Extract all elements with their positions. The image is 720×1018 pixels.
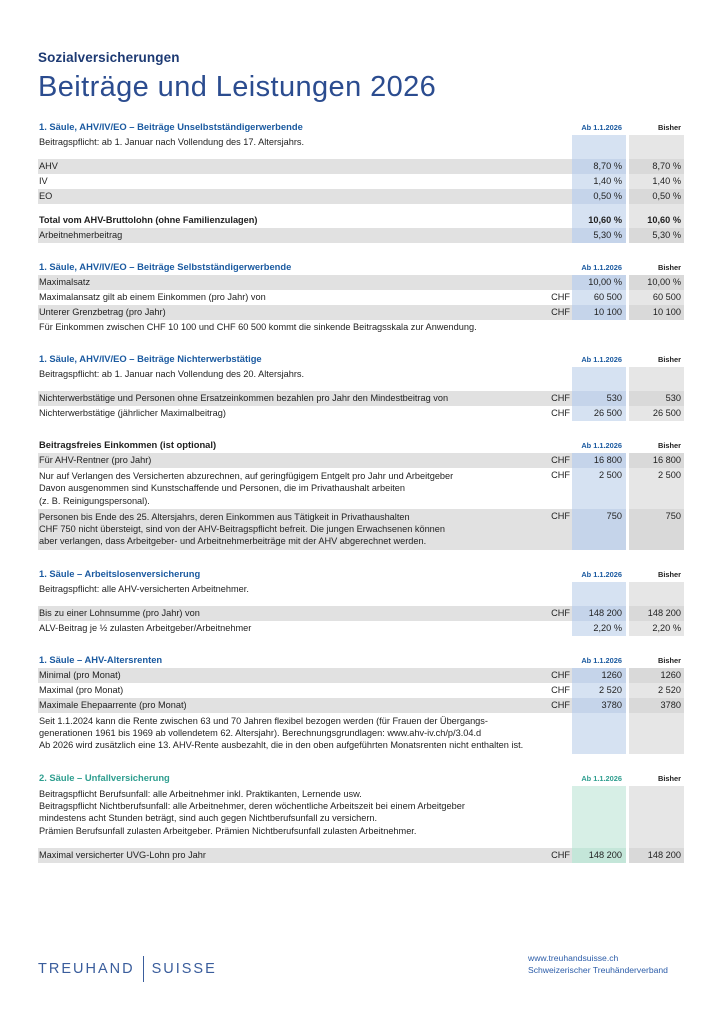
row-label-line: Maximal versicherter UVG-Lohn pro Jahr (39, 849, 206, 860)
row-unit (548, 174, 572, 189)
column-header-current: Ab 1.1.2026 (572, 769, 626, 786)
table-row (38, 367, 684, 382)
row-value-previous: 1260 (629, 668, 684, 683)
section-title: 1. Säule, AHV/IV/EO – Beiträge Nichterwerbstätige (39, 353, 262, 364)
document-kicker: Sozialversicherungen (38, 50, 180, 65)
row-value-current: 0,50 % (572, 189, 626, 204)
row-label-line: IV (39, 176, 48, 186)
row-value-previous: 10,00 % (629, 275, 684, 290)
row-label-line: AHV (39, 161, 58, 171)
logo-word-right: SUISSE (151, 961, 217, 977)
row-label-line: Nichterwerbstätige (jährlicher Maximalbeitrag) (39, 408, 226, 418)
footer-url-link[interactable]: www.treuhandsuisse.ch (528, 953, 619, 963)
table-row (38, 391, 684, 406)
table-row (38, 406, 684, 421)
row-unit (548, 713, 572, 754)
row-label-line: Total vom AHV-Bruttolohn (ohne Familienzulagen) (39, 215, 258, 225)
column-header-current: Ab 1.1.2026 (572, 436, 626, 453)
row-label-line: Personen bis Ende des 25. Altersjahrs, deren Einkommen aus Tätigkeit in Privathaushalten (39, 511, 410, 522)
row-value-previous: 530 (629, 391, 684, 406)
unit-column-header (548, 565, 572, 582)
row-label-line: Beitragspflicht: alle AHV-versicherten Arbeitnehmer. (39, 583, 249, 594)
column-header-previous: Bisher (629, 258, 684, 275)
section-header (38, 258, 684, 275)
section-title: Beitragsfreies Einkommen (ist optional) (39, 439, 217, 450)
row-value-previous (629, 582, 684, 597)
row-label (38, 713, 548, 754)
table-row (38, 713, 684, 754)
row-unit (548, 150, 572, 159)
row-label-line: (z. B. Reinigungspersonal). (39, 495, 150, 506)
row-label-line: Maximale Ehepaarrente (pro Monat) (39, 699, 187, 710)
row-unit: CHF (551, 470, 570, 480)
row-value-previous: 10 100 (629, 305, 684, 320)
table-row (38, 582, 684, 597)
section-3 (38, 436, 684, 550)
row-value-current (572, 713, 626, 754)
row-label (38, 453, 548, 468)
row-label-line: Nur auf Verlangen des Versicherten abzurechnen, auf geringfügigem Entgelt pro Jahr und Arbeitgeber (39, 471, 454, 481)
row-unit: CHF (551, 455, 570, 465)
row-label-line: EO (39, 191, 53, 201)
row-label (38, 204, 548, 213)
column-header-current: Ab 1.1.2026 (572, 118, 626, 135)
row-label-line: Seit 1.1.2024 kann die Rente zwischen 63 und 70 Jahren flexibel bezogen werden (für Frauen der Übergangs- (39, 715, 488, 726)
row-value-previous: 16 800 (629, 453, 684, 468)
row-label (38, 468, 548, 509)
section-title: 1. Säule, AHV/IV/EO – Beiträge Unselbstständigerwerbende (39, 121, 303, 132)
row-value-previous (629, 786, 684, 839)
row-unit (548, 189, 572, 204)
table-row (38, 606, 684, 621)
table-row (38, 320, 684, 335)
table-row (38, 275, 684, 290)
row-label-line: Beitragspflicht Nichtberufsunfall: alle Arbeitnehmer, deren wöchentliche Arbeitszeit bei einem Arbeitgeber (39, 800, 465, 811)
row-value-previous: 2 520 (629, 683, 684, 698)
row-label-line: Für Einkommen zwischen CHF 10 100 und CHF 60 500 kommt die sinkende Beitragsskala zur Anwendung. (39, 322, 477, 332)
row-value-previous: 2,20 % (629, 621, 684, 636)
row-value-previous (629, 150, 684, 159)
column-header-previous: Bisher (629, 118, 684, 135)
section-title: 1. Säule – AHV-Altersrenten (39, 653, 163, 665)
table-row (38, 159, 684, 174)
row-label (38, 367, 548, 382)
row-value-current: 148 200 (572, 606, 626, 621)
row-value-current: 10,00 % (572, 275, 626, 290)
row-value-current: 2 520 (572, 683, 626, 698)
row-label (38, 228, 548, 243)
row-label (38, 698, 548, 713)
section-4 (38, 565, 684, 636)
table-spacer-row (38, 204, 684, 213)
unit-column-header (548, 769, 572, 786)
row-value-previous (629, 839, 684, 848)
column-header-previous: Bisher (629, 436, 684, 453)
column-header-previous: Bisher (629, 769, 684, 786)
row-value-current: 5,30 % (572, 228, 626, 243)
column-header-previous: Bisher (629, 565, 684, 582)
row-unit (548, 382, 572, 391)
footer-contact (528, 952, 668, 976)
row-value-previous: 10,60 % (629, 213, 684, 228)
row-label (38, 135, 548, 150)
column-header-current: Ab 1.1.2026 (572, 651, 626, 668)
row-value-current (572, 382, 626, 391)
table-row (38, 290, 684, 305)
section-1 (38, 258, 684, 335)
row-label (38, 621, 548, 636)
logo-word-left: TREUHAND (38, 961, 135, 977)
row-value-previous: 60 500 (629, 290, 684, 305)
row-unit (548, 839, 572, 848)
column-header-previous: Bisher (629, 350, 684, 367)
row-value-previous: 2 500 (629, 468, 684, 509)
row-value-current (572, 367, 626, 382)
column-header-current: Ab 1.1.2026 (572, 565, 626, 582)
table-row (38, 305, 684, 320)
row-value-current: 750 (572, 509, 626, 550)
section-2 (38, 350, 684, 421)
row-label (38, 159, 548, 174)
treuhand-suisse-logo (38, 956, 217, 982)
row-value-current: 26 500 (572, 406, 626, 421)
row-value-previous: 0,50 % (629, 189, 684, 204)
row-label-line: Beitragspflicht: ab 1. Januar nach Vollendung des 20. Altersjahrs. (39, 369, 305, 379)
row-value-current (572, 839, 626, 848)
row-label (38, 275, 548, 290)
row-label-line: Bis zu einer Lohnsumme (pro Jahr) von (39, 607, 200, 618)
row-label-line: Maximal (pro Monat) (39, 684, 124, 695)
row-label-line: mindestens acht Stunden beträgt, sind auch gegen Nichtberufsunfall zu versichern. (39, 813, 378, 824)
table-row (38, 668, 684, 683)
row-value-current: 1,40 % (572, 174, 626, 189)
table-row (38, 189, 684, 204)
row-value-current: 3780 (572, 698, 626, 713)
row-unit: CHF (551, 849, 570, 860)
row-label-line: Für AHV-Rentner (pro Jahr) (39, 455, 152, 465)
row-unit: CHF (551, 607, 570, 618)
footer-organization: Schweizerischer Treuhänderverband (528, 965, 668, 975)
row-value-current: 60 500 (572, 290, 626, 305)
row-value-current: 10,60 % (572, 213, 626, 228)
row-unit: CHF (551, 307, 570, 317)
row-label-line: Arbeitnehmerbeitrag (39, 230, 123, 240)
column-header-previous: Bisher (629, 651, 684, 668)
row-label-line: ALV-Beitrag je ½ zulasten Arbeitgeber/Arbeitnehmer (39, 622, 252, 633)
row-unit: CHF (551, 684, 570, 695)
row-unit: CHF (551, 393, 570, 403)
row-label-line: Beitragspflicht Berufsunfall: alle Arbeitnehmer inkl. Praktikanten, Lernende usw. (39, 788, 362, 799)
row-label-line: Minimal (pro Monat) (39, 669, 121, 680)
section-header (38, 651, 684, 668)
contribution-tables (38, 118, 684, 878)
row-label (38, 391, 548, 406)
row-label (38, 668, 548, 683)
row-unit (548, 582, 572, 597)
row-value-current: 530 (572, 391, 626, 406)
row-label (38, 582, 548, 597)
row-value-previous: 26 500 (629, 406, 684, 421)
section-header (38, 350, 684, 367)
row-unit: CHF (551, 510, 570, 521)
table-spacer-row (38, 839, 684, 848)
document-header (38, 50, 688, 104)
row-label (38, 320, 684, 335)
column-header-current: Ab 1.1.2026 (572, 350, 626, 367)
row-label-line: generationen 1961 bis 1969 ab vollendetem 62. Altersjahr). Berechnungsgrundlagen: www.ahv-iv.ch/p/3.04.d (39, 728, 482, 739)
row-label (38, 305, 548, 320)
unit-column-header (548, 436, 572, 453)
row-unit: CHF (551, 292, 570, 302)
row-label-line: Maximalansatz gilt ab einem Einkommen (pro Jahr) von (39, 292, 266, 302)
row-label (38, 290, 548, 305)
row-label (38, 786, 548, 839)
row-label (38, 406, 548, 421)
row-value-current (572, 204, 626, 213)
unit-column-header (548, 651, 572, 668)
table-row (38, 174, 684, 189)
row-value-current (572, 597, 626, 606)
row-label (38, 509, 548, 550)
row-unit (548, 159, 572, 174)
unit-column-header (548, 118, 572, 135)
row-unit (548, 228, 572, 243)
row-value-previous: 1,40 % (629, 174, 684, 189)
table-row (38, 453, 684, 468)
row-value-previous (629, 204, 684, 213)
row-label (38, 150, 548, 159)
row-value-current (572, 582, 626, 597)
table-row (38, 468, 684, 509)
table-row (38, 135, 684, 150)
row-value-previous: 8,70 % (629, 159, 684, 174)
row-value-previous: 5,30 % (629, 228, 684, 243)
row-unit (548, 597, 572, 606)
row-value-previous (629, 382, 684, 391)
row-label-line: Unterer Grenzbetrag (pro Jahr) (39, 307, 166, 317)
row-label-line: Davon ausgenommen sind Kunstschaffende und Personen, die im Privathaushalt arbeiten (39, 483, 406, 494)
row-label-line: CHF 750 nicht übersteigt, sind von der AHV-Beitragspflicht befreit. Die jungen Erwachsenen können (39, 524, 446, 535)
section-header (38, 118, 684, 135)
row-value-current: 16 800 (572, 453, 626, 468)
row-label (38, 174, 548, 189)
section-title: 2. Säule – Unfallversicherung (39, 771, 170, 783)
table-row (38, 213, 684, 228)
row-value-previous: 750 (629, 509, 684, 550)
section-6 (38, 769, 684, 863)
row-value-previous (629, 597, 684, 606)
row-label (38, 839, 548, 848)
table-row (38, 509, 684, 550)
row-unit (548, 275, 572, 290)
row-value-current: 2,20 % (572, 621, 626, 636)
table-spacer-row (38, 150, 684, 159)
section-header (38, 565, 684, 582)
row-label-line: aber verlangen, dass Arbeitgeber- und Arbeitnehmerbeiträge mit der AHV abgerechnet werden. (39, 536, 427, 547)
row-value-previous: 148 200 (629, 606, 684, 621)
row-unit (548, 621, 572, 636)
row-value-previous (629, 367, 684, 382)
row-value-previous (629, 135, 684, 150)
row-value-previous: 148 200 (629, 848, 684, 863)
row-unit (548, 135, 572, 150)
section-5 (38, 651, 684, 754)
row-unit: CHF (551, 699, 570, 710)
table-row (38, 683, 684, 698)
row-label-line: Maximalsatz (39, 277, 91, 287)
row-value-current (572, 786, 626, 839)
row-label (38, 683, 548, 698)
column-header-current: Ab 1.1.2026 (572, 258, 626, 275)
section-title: 1. Säule – Arbeitslosenversicherung (39, 567, 201, 579)
row-value-previous (629, 713, 684, 754)
row-unit (548, 213, 572, 228)
row-value-current: 10 100 (572, 305, 626, 320)
row-value-current: 1260 (572, 668, 626, 683)
section-header (38, 769, 684, 786)
row-label (38, 382, 548, 391)
section-header (38, 436, 684, 453)
row-value-current: 148 200 (572, 848, 626, 863)
row-unit: CHF (551, 669, 570, 680)
table-spacer-row (38, 597, 684, 606)
row-label-line: Ab 2026 wird zusätzlich eine 13. AHV-Rente ausbezahlt, die in den oben aufgeführten Monatsrenten nicht enthalten ist. (39, 740, 524, 751)
row-label (38, 606, 548, 621)
row-label-line: Nichterwerbstätige und Personen ohne Ersatzeinkommen bezahlen pro Jahr den Mindestbeitrag von (39, 393, 449, 403)
table-row (38, 786, 684, 839)
row-value-current: 2 500 (572, 468, 626, 509)
row-unit: CHF (551, 408, 570, 418)
row-unit (548, 204, 572, 213)
unit-column-header (548, 258, 572, 275)
table-spacer-row (38, 382, 684, 391)
table-row (38, 228, 684, 243)
row-value-current: 8,70 % (572, 159, 626, 174)
row-label (38, 848, 548, 863)
row-unit (548, 367, 572, 382)
row-label (38, 213, 548, 228)
row-label (38, 597, 548, 606)
table-row (38, 848, 684, 863)
section-title: 1. Säule, AHV/IV/EO – Beiträge Selbstständigerwerbende (39, 261, 292, 272)
unit-column-header (548, 350, 572, 367)
document-title: Beiträge und Leistungen 2026 (38, 71, 437, 103)
table-row (38, 621, 684, 636)
row-value-previous: 3780 (629, 698, 684, 713)
table-row (38, 698, 684, 713)
logo-divider (143, 956, 144, 982)
row-unit (548, 786, 572, 839)
row-value-current (572, 150, 626, 159)
row-label-line: Prämien Berufsunfall zulasten Arbeitgeber. Prämien Nichtberufsunfall zulasten Arbeitnehmer. (39, 825, 417, 836)
row-value-current (572, 135, 626, 150)
row-label-line: Beitragspflicht: ab 1. Januar nach Vollendung des 17. Altersjahrs. (39, 137, 305, 147)
row-label (38, 189, 548, 204)
section-0 (38, 118, 684, 243)
